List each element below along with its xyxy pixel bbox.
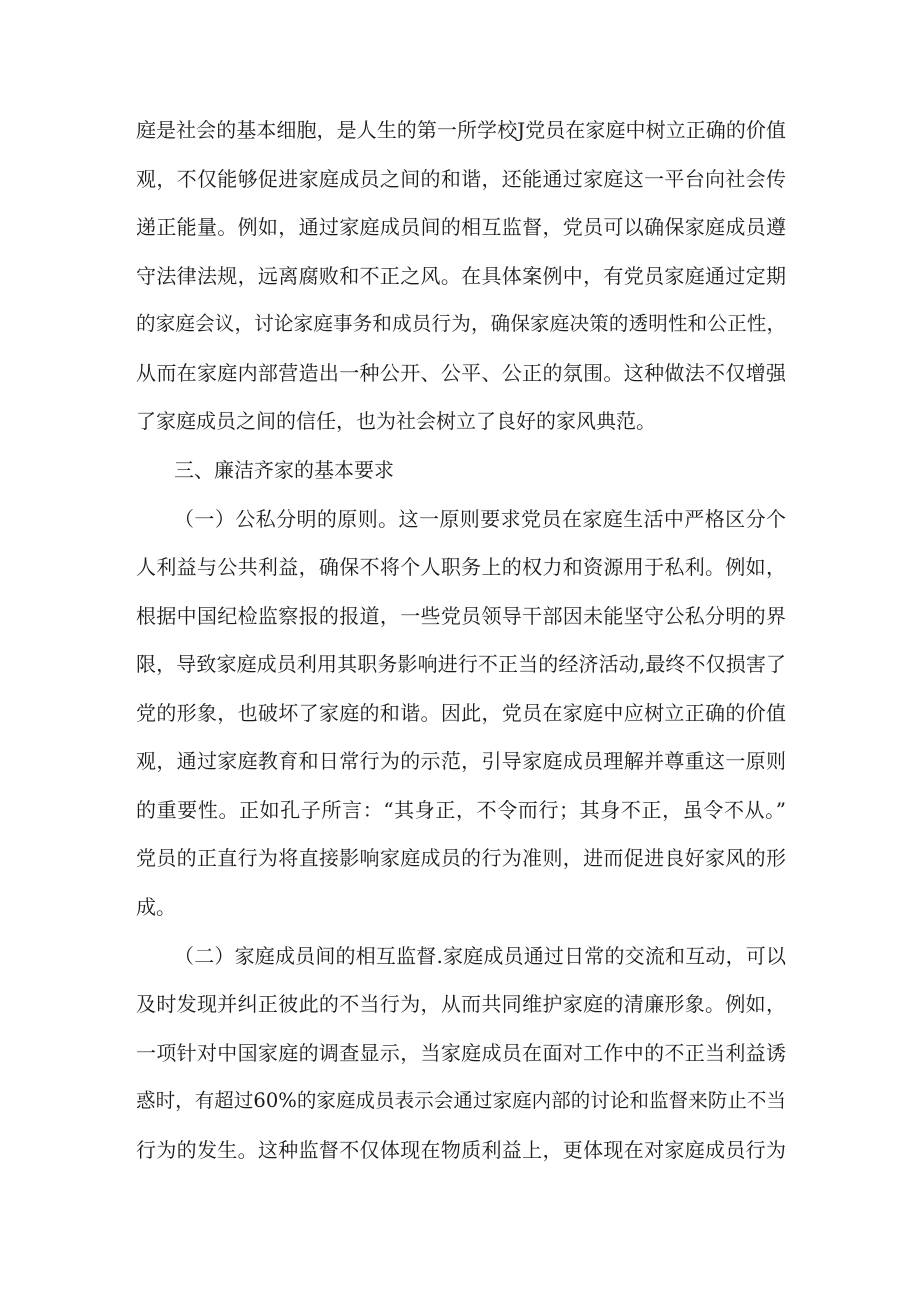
paragraph-3-line: 行为的发生。这种监督不仅体现在物质利益上，更体现在对家庭成员行为 <box>136 1138 786 1162</box>
paragraph-3-line: 惑时，有超过60%的家庭成员表示会通过家庭内部的讨论和监督来防止不当 <box>136 1089 786 1112</box>
paragraph-2-line: 党员的正直行为将直接影响家庭成员的行为准则，进而促进良好家风的形 <box>136 846 786 870</box>
paragraph-1-line: 递正能量。例如，通过家庭成员间的相互监督，党员可以确保家庭成员遵 <box>136 215 786 239</box>
paragraph-3-line: 及时发现并纠正彼此的不当行为，从而共同维护家庭的清廉形象。例如， <box>136 992 786 1016</box>
paragraph-1-line: 庭是社会的基本细胞，是人生的第一所学校J党员在家庭中树立正确的价值 <box>136 118 786 142</box>
paragraph-3-line: 一项针对中国家庭的调查显示，当家庭成员在面对工作中的不正当利益诱 <box>136 1041 786 1065</box>
paragraph-3-line: （二）家庭成员间的相互监督.家庭成员通过日常的交流和互动，可以 <box>174 944 786 968</box>
paragraph-2-line: 党的形象，也破坏了家庭的和谐。因此，党员在家庭中应树立正确的价值 <box>136 701 786 725</box>
section-heading: 三、廉洁齐家的基本要求 <box>174 458 394 482</box>
paragraph-2-line: 限，导致家庭成员利用其职务影响进行不正当的经济活动,最终不仅损害了 <box>136 652 786 676</box>
paragraph-2-line: 成。 <box>136 895 176 919</box>
paragraph-1-line: 守法律法规，远离腐败和不正之风。在具体案例中，有党员家庭通过定期 <box>136 264 786 288</box>
paragraph-1-line: 观，不仅能够促进家庭成员之间的和谐，还能通过家庭这一平台向社会传 <box>136 167 786 191</box>
paragraph-2-line: 人利益与公共利益，确保不将个人职务上的权力和资源用于私利。例如， <box>136 555 786 579</box>
paragraph-2-line: 根据中国纪检监察报的报道，一些党员领导干部因未能坚守公私分明的界 <box>136 604 786 628</box>
paragraph-2-line: 观，通过家庭教育和日常行为的示范，引导家庭成员理解并尊重这一原则 <box>136 749 786 773</box>
paragraph-2-line: （一）公私分明的原则。这一原则要求党员在家庭生活中严格区分个 <box>174 507 786 531</box>
paragraph-1-line: 从而在家庭内部营造出一种公开、公平、公正的氛围。这种做法不仅增强 <box>136 361 786 385</box>
paragraph-1-line: 了家庭成员之间的信任，也为社会树立了良好的家风典范。 <box>136 409 656 433</box>
paragraph-1-line: 的家庭会议，讨论家庭事务和成员行为，确保家庭决策的透明性和公正性， <box>136 312 786 335</box>
paragraph-2-line: 的重要性。正如孔子所言：“其身正，不令而行；其身不正，虽令不从。” <box>136 798 786 822</box>
